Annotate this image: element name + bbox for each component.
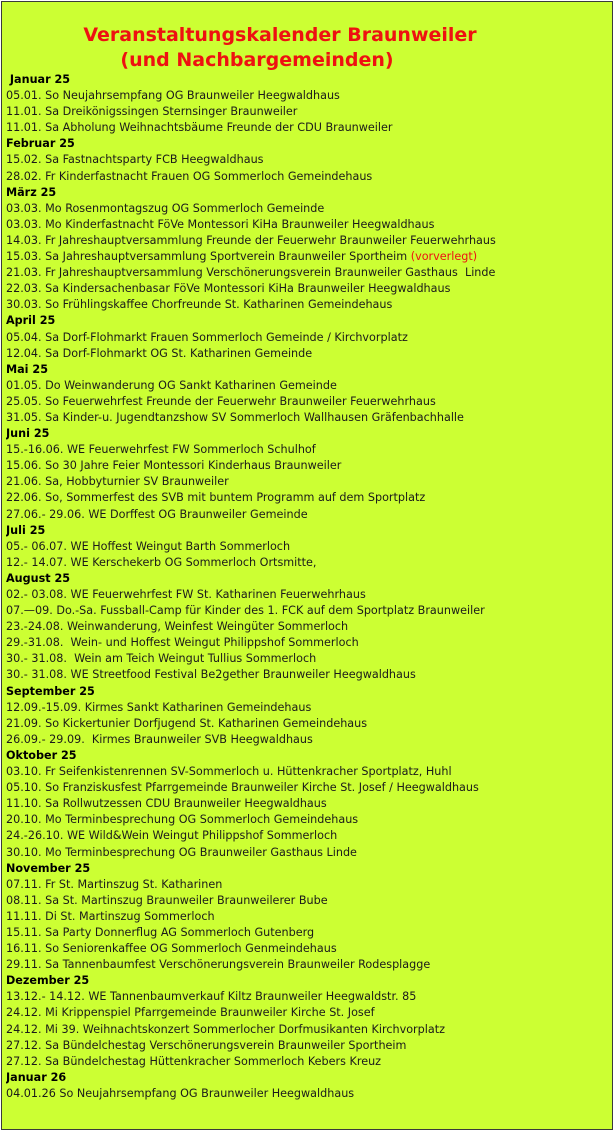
event-text: 22.06. So, Sommerfest des SVB mit buntem Programm auf dem Sportplatz	[6, 491, 426, 505]
event-text: 27.12. Sa Bündelchestag Verschönerungsverein Braunweiler Sportheim	[6, 1038, 407, 1052]
event-text: 05.01. So Neujahrsempfang OG Braunweiler Heegwaldhaus	[6, 89, 340, 103]
event-row	[6, 1086, 612, 1102]
month-heading	[6, 185, 612, 201]
month-heading	[6, 748, 612, 764]
event-row	[6, 716, 612, 732]
event-row	[6, 410, 612, 426]
event-text: 12.- 14.07. WE Kerschekerb OG Sommerloch Ortsmitte,	[6, 555, 317, 569]
event-row	[6, 764, 612, 780]
event-row	[6, 909, 612, 925]
month-heading	[6, 313, 612, 329]
event-row	[6, 1005, 612, 1021]
event-row	[6, 1038, 612, 1054]
event-text: 15.06. So 30 Jahre Feier Montessori Kinderhaus Braunweiler	[6, 459, 342, 473]
event-text: 16.11. So Seniorenkaffee OG Sommerloch Genmeindehaus	[6, 942, 337, 956]
event-text: 07.—09. Do.-Sa. Fussball-Camp für Kinder des 1. FCK auf dem Sportplatz Braunweiler	[6, 604, 485, 618]
event-text: 22.03. Sa Kindersachenbasar FöVe Montessori KiHa Braunweiler Heegwaldhaus	[6, 282, 451, 296]
event-text: 30.10. Mo Terminbesprechung OG Braunweiler Gasthaus Linde	[6, 845, 357, 859]
event-row	[6, 845, 612, 861]
event-text: 21.09. So Kickertunier Dorfjugend St. Katharinen Gemeindehaus	[6, 716, 368, 730]
event-row	[6, 458, 612, 474]
event-row	[6, 233, 612, 249]
event-row	[6, 539, 612, 555]
event-row	[6, 893, 612, 909]
event-text: 12.09.-15.09. Kirmes Sankt Katharinen Gemeindehaus	[6, 700, 312, 714]
event-text: 28.02. Fr Kinderfastnacht Frauen OG Sommerloch Gemeindehaus	[6, 169, 373, 183]
event-row	[6, 732, 612, 748]
month-heading	[6, 523, 612, 539]
event-row	[6, 1054, 612, 1070]
calendar-title: Veranstaltungskalender Braunweiler	[83, 24, 477, 46]
event-text: 05.04. Sa Dorf-Flohmarkt Frauen Sommerloch Gemeinde / Kirchvorplatz	[6, 330, 408, 344]
month-label: August 25	[6, 571, 71, 585]
month-heading	[6, 1070, 612, 1086]
month-label: Mai 25	[6, 362, 48, 376]
event-text: 15.02. Sa Fastnachtsparty FCB Heegwaldhaus	[6, 153, 264, 167]
event-row	[6, 201, 612, 217]
event-row	[6, 346, 612, 362]
event-text: 03.03. Mo Rosenmontagszug OG Sommerloch Gemeinde	[6, 201, 325, 215]
calendar-subtitle: (und Nachbargemeinden)	[120, 49, 394, 71]
month-heading	[6, 973, 612, 989]
event-text: 15.11. Sa Party Donnerflug AG Sommerloch Gutenberg	[6, 925, 315, 939]
event-text: 27.06.- 29.06. WE Dorffest OG Braunweiler Gemeinde	[6, 507, 308, 521]
month-label: November 25	[6, 861, 91, 875]
event-row	[6, 635, 612, 651]
month-heading	[6, 426, 612, 442]
event-row	[6, 828, 612, 844]
event-row	[6, 603, 612, 619]
event-text: 08.11. Sa St. Martinszug Braunweiler Braunweilerer Bube	[6, 893, 328, 907]
event-row	[6, 877, 612, 893]
event-row	[6, 490, 612, 506]
event-row	[6, 249, 612, 265]
event-text: 07.11. Fr St. Martinszug St. Katharinen	[6, 877, 223, 891]
month-label: Dezember 25	[6, 974, 90, 988]
event-text: 29.11. Sa Tannenbaumfest Verschönerungsverein Braunweiler Rodesplagge	[6, 958, 431, 972]
event-text: 05.- 06.07. WE Hoffest Weingut Barth Sommerloch	[6, 539, 291, 553]
event-text: 30.- 31.08. Wein am Teich Weingut Tullius Sommerloch	[6, 652, 317, 666]
event-row	[6, 88, 612, 104]
month-label: Juni 25	[6, 427, 50, 441]
event-row	[6, 378, 612, 394]
month-heading	[6, 136, 612, 152]
event-row	[6, 555, 612, 571]
event-text: 24.-26.10. WE Wild&Wein Weingut Philippshof Sommerloch	[6, 829, 338, 843]
month-label: September 25	[6, 684, 95, 698]
event-text: 21.06. Sa, Hobbyturnier SV Braunweiler	[6, 475, 229, 489]
event-text: 11.10. Sa Rollwutzessen CDU Braunweiler Heegwaldhaus	[6, 797, 327, 811]
month-label: Juli 25	[6, 523, 46, 537]
event-text: 15.-16.06. WE Feuerwehrfest FW Sommerloch Schulhof	[6, 443, 316, 457]
event-row	[6, 667, 612, 683]
event-text: 27.12. Sa Bündelchestag Hüttenkracher Sommerloch Kebers Kreuz	[6, 1054, 382, 1068]
event-text: 26.09.- 29.09. Kirmes Braunweiler SVB Heegwaldhaus	[6, 732, 313, 746]
event-row	[6, 265, 612, 281]
event-row	[6, 651, 612, 667]
event-row	[6, 120, 612, 136]
event-text: 30.- 31.08. WE Streetfood Festival Be2gether Braunweiler Heegwaldhaus	[6, 668, 416, 682]
event-text: 03.10. Fr Seifenkistenrennen SV-Sommerloch u. Hüttenkracher Sportplatz, Huhl	[6, 765, 452, 779]
event-row	[6, 281, 612, 297]
event-note: (vorverlegt)	[410, 250, 478, 264]
event-list	[6, 72, 612, 1102]
event-text: 02.- 03.08. WE Feuerwehrfest FW St. Katharinen Feuerwehrhaus	[6, 588, 366, 601]
event-text: 11.11. Di St. Martinszug Sommerloch	[6, 909, 215, 923]
event-row	[6, 780, 612, 796]
event-row	[6, 507, 612, 523]
event-row	[6, 619, 612, 635]
month-label: Januar 25	[6, 73, 71, 86]
month-label: März 25	[6, 185, 57, 199]
month-label: Oktober 25	[6, 748, 77, 762]
event-row	[6, 700, 612, 716]
event-row	[6, 297, 612, 313]
calendar-board	[1, 1, 613, 1130]
month-heading	[6, 571, 612, 587]
month-heading	[6, 362, 612, 378]
event-text: 30.03. So Frühlingskaffee Chorfreunde St. Katharinen Gemeindehaus	[6, 298, 393, 312]
event-row	[6, 474, 612, 490]
event-row	[6, 941, 612, 957]
event-row	[6, 587, 612, 603]
event-row	[6, 104, 612, 120]
event-text: 11.01. Sa Dreikönigssingen Sternsinger Braunweiler	[6, 105, 298, 119]
event-text: 14.03. Fr Jahreshauptversammlung Freunde der Feuerwehr Braunweiler Feuerwehrhaus	[6, 233, 496, 247]
event-row	[6, 1022, 612, 1038]
month-heading	[6, 684, 612, 700]
month-label: Februar 25	[6, 137, 75, 151]
event-row	[6, 217, 612, 233]
month-heading	[6, 72, 612, 88]
event-row	[6, 957, 612, 973]
event-text: 21.03. Fr Jahreshauptversammlung Verschönerungsverein Braunweiler Gasthaus Linde	[6, 266, 496, 280]
event-text: 31.05. Sa Kinder-u. Jugendtanzshow SV Sommerloch Wallhausen Gräfenbachhalle	[6, 410, 464, 424]
event-row	[6, 152, 612, 168]
event-text: 23.-24.08. Weinwanderung, Weinfest Weingüter Sommerloch	[6, 620, 349, 634]
event-text: 13.12.- 14.12. WE Tannenbaumverkauf Kiltz Braunweiler Heegwaldstr. 85	[6, 990, 417, 1004]
event-text: 29.-31.08. Wein- und Hoffest Weingut Philippshof Sommerloch	[6, 636, 359, 650]
event-text: 25.05. So Feuerwehrfest Freunde der Feuerwehr Braunweiler Feuerwehrhaus	[6, 394, 436, 408]
event-text: 05.10. So Franziskusfest Pfarrgemeinde Braunweiler Kirche St. Josef / Heegwaldhaus	[6, 781, 479, 795]
event-row	[6, 796, 612, 812]
event-row	[6, 442, 612, 458]
event-row	[6, 394, 612, 410]
event-text: 15.03. Sa Jahreshauptversammlung Sportverein Braunweiler Sportheim	[6, 250, 411, 264]
event-row	[6, 330, 612, 346]
month-label: Januar 26	[6, 1070, 67, 1084]
event-text: 12.04. Sa Dorf-Flohmarkt OG St. Katharinen Gemeinde	[6, 346, 313, 360]
event-text: 24.12. Mi 39. Weihnachtskonzert Sommerlocher Dorfmusikanten Kirchvorplatz	[6, 1022, 445, 1036]
event-row	[6, 989, 612, 1005]
event-text: 24.12. Mi Krippenspiel Pfarrgemeinde Braunweiler Kirche St. Josef	[6, 1006, 375, 1020]
event-text: 04.01.26 So Neujahrsempfang OG Braunweiler Heegwaldhaus	[6, 1086, 355, 1100]
event-row	[6, 925, 612, 941]
event-text: 03.03. Mo Kinderfastnacht FöVe Montessori KiHa Braunweiler Heegwaldhaus	[6, 217, 435, 231]
event-row	[6, 812, 612, 828]
event-row	[6, 169, 612, 185]
event-text: 11.01. Sa Abholung Weihnachtsbäume Freunde der CDU Braunweiler	[6, 121, 393, 135]
event-text: 20.10. Mo Terminbesprechung OG Sommerloch Gemeindehaus	[6, 813, 359, 827]
month-heading	[6, 861, 612, 877]
month-label: April 25	[6, 314, 56, 328]
event-text: 01.05. Do Weinwanderung OG Sankt Katharinen Gemeinde	[6, 378, 337, 392]
